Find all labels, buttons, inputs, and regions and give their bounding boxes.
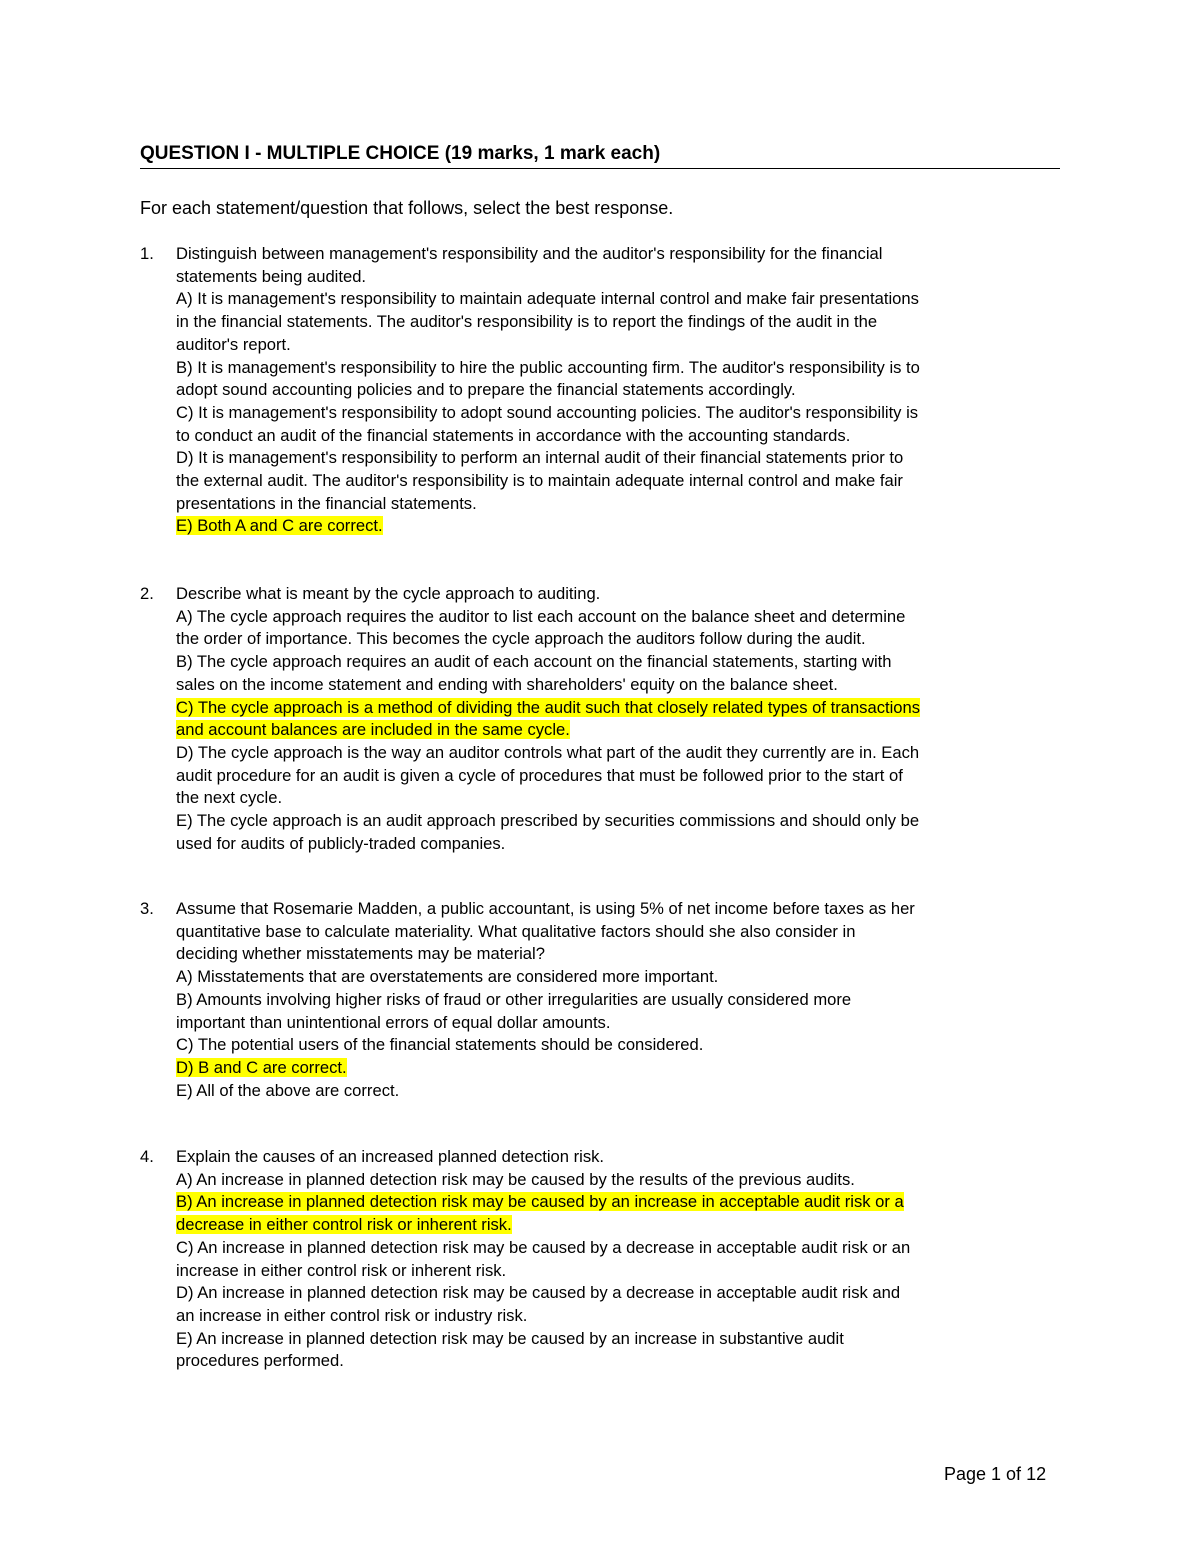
answer-option-line (176, 1080, 1070, 1103)
answer-option-text: C) The potential users of the financial statements should be considered. (176, 1035, 704, 1055)
question-line-text: Assume that Rosemarie Madden, a public accountant, is using 5% of net income before taxes as her (176, 899, 915, 918)
answer-option-text: D) It is management's responsibility to perform an internal audit of their financial statements prior to (176, 448, 904, 468)
answer-option-line (176, 311, 1070, 334)
answer-option-line (176, 1305, 1070, 1328)
question-number: 1. (140, 244, 154, 263)
answer-option-line (176, 606, 1070, 629)
answer-option-line (176, 515, 1070, 538)
answer-option-line (176, 1282, 1070, 1305)
highlighted-answer-text: D) B and C are correct. (176, 1057, 347, 1077)
answer-option-text: the external audit. The auditor's responsibility is to maintain adequate internal control and make fair (176, 471, 903, 491)
highlighted-answer-text: and account balances are included in the same cycle. (176, 720, 570, 740)
answer-option-line (176, 470, 1070, 493)
highlighted-answer-text: decrease in either control risk or inherent risk. (176, 1215, 512, 1235)
answer-option-line (176, 334, 1070, 357)
question-line-text: deciding whether misstatements may be material? (176, 944, 545, 964)
answer-option-text: E) All of the above are correct. (176, 1080, 400, 1100)
question-line (176, 243, 1070, 266)
answer-option-line (176, 425, 1070, 448)
question-number: 3. (140, 899, 154, 918)
answer-option-text: auditor's report. (176, 334, 291, 354)
question-line (176, 266, 1070, 289)
answer-option-line (176, 447, 1070, 470)
question-body (176, 243, 1070, 538)
answer-option-text: D) The cycle approach is the way an auditor controls what part of the audit they currently are in. Each (176, 742, 920, 762)
answer-option-text: E) The cycle approach is an audit approach prescribed by securities commissions and should only be (176, 811, 920, 831)
answer-option-line (176, 1191, 1070, 1214)
answer-option-line (176, 1350, 1070, 1373)
answer-option-text: C) It is management's responsibility to adopt sound accounting policies. The auditor's responsibility is (176, 402, 919, 422)
answer-option-line (176, 719, 1070, 742)
answer-option-text: to conduct an audit of the financial statements in accordance with the accounting standards. (176, 425, 851, 445)
instructions-text: For each statement/question that follows, select the best response. (140, 198, 674, 218)
answer-option-text: A) An increase in planned detection risk may be caused by the results of the previous audits. (176, 1169, 855, 1189)
answer-option-text: D) An increase in planned detection risk may be caused by a decrease in acceptable audit risk and (176, 1283, 901, 1303)
answer-option-line (176, 742, 1070, 765)
answer-option-text: A) It is management's responsibility to maintain adequate internal control and make fair presentations (176, 289, 919, 309)
answer-option-line (176, 697, 1070, 720)
question-line (176, 921, 1070, 944)
answer-option-line (176, 765, 1070, 788)
question-body (176, 583, 1070, 855)
answer-option-line (176, 1260, 1070, 1283)
answer-option-line (176, 1057, 1070, 1080)
question-body (176, 898, 1070, 1102)
question-number: 2. (140, 584, 154, 603)
answer-option-line (176, 1169, 1070, 1192)
question-body (176, 1146, 1070, 1373)
question-line (176, 583, 1070, 606)
question-line (176, 1146, 1070, 1169)
highlighted-answer-text: B) An increase in planned detection risk may be caused by an increase in acceptable audit risk or a (176, 1192, 904, 1212)
answer-option-text: B) It is management's responsibility to hire the public accounting firm. The auditor's responsibility is to (176, 357, 920, 377)
answer-option-line (176, 357, 1070, 380)
question-2 (140, 583, 1070, 855)
highlighted-answer-text: E) Both A and C are correct. (176, 516, 383, 536)
answer-option-line (176, 628, 1070, 651)
answer-option-line (176, 966, 1070, 989)
answer-option-text: adopt sound accounting policies and to prepare the financial statements accordingly. (176, 380, 796, 400)
question-1 (140, 243, 1070, 538)
answer-option-line (176, 989, 1070, 1012)
answer-option-text: B) The cycle approach requires an audit of each account on the financial statements, starting with (176, 652, 892, 672)
answer-option-text: sales on the income statement and ending with shareholders' equity on the balance sheet. (176, 674, 838, 694)
answer-option-line (176, 810, 1070, 833)
highlighted-answer-text: C) The cycle approach is a method of dividing the audit such that closely related types of transactions (176, 697, 921, 717)
answer-option-line (176, 288, 1070, 311)
question-line-text: Explain the causes of an increased planned detection risk. (176, 1147, 605, 1166)
question-4 (140, 1146, 1070, 1373)
answer-option-text: A) The cycle approach requires the auditor to list each account on the balance sheet and determine (176, 606, 906, 626)
answer-option-text: an increase in either control risk or industry risk. (176, 1305, 528, 1325)
answer-option-text: B) Amounts involving higher risks of fraud or other irregularities are usually considered more (176, 989, 852, 1009)
answer-option-line (176, 379, 1070, 402)
question-line-text: Distinguish between management's responsibility and the auditor's responsibility for the financial (176, 244, 883, 263)
answer-option-line (176, 1328, 1070, 1351)
answer-option-line (176, 787, 1070, 810)
answer-option-line (176, 1034, 1070, 1057)
question-line (176, 898, 1070, 921)
answer-option-text: important than unintentional errors of equal dollar amounts. (176, 1012, 611, 1032)
answer-option-text: C) An increase in planned detection risk may be caused by a decrease in acceptable audit risk or an (176, 1237, 911, 1257)
answer-option-text: procedures performed. (176, 1351, 344, 1371)
page-number: Page 1 of 12 (944, 1464, 1047, 1484)
section-heading: QUESTION I - MULTIPLE CHOICE (19 marks, 1 mark each) (140, 142, 1060, 169)
answer-option-text: in the financial statements. The auditor's responsibility is to report the findings of the audit in the (176, 312, 878, 332)
question-line-text: statements being audited. (176, 266, 367, 286)
answer-option-text: presentations in the financial statements. (176, 493, 477, 513)
answer-option-line (176, 1237, 1070, 1260)
answer-option-text: A) Misstatements that are overstatements are considered more important. (176, 967, 719, 987)
question-line (176, 943, 1070, 966)
answer-option-text: the next cycle. (176, 788, 283, 808)
answer-option-line (176, 493, 1070, 516)
answer-option-text: increase in either control risk or inherent risk. (176, 1260, 507, 1280)
question-line-text: Describe what is meant by the cycle approach to auditing. (176, 584, 601, 603)
answer-option-line (176, 1214, 1070, 1237)
question-line-text: quantitative base to calculate materiality. What qualitative factors should she also consider in (176, 921, 856, 941)
answer-option-text: used for audits of publicly-traded companies. (176, 833, 506, 853)
answer-option-line (176, 651, 1070, 674)
question-3 (140, 898, 1070, 1102)
answer-option-line (176, 402, 1070, 425)
answer-option-text: audit procedure for an audit is given a cycle of procedures that must be followed prior to the start of (176, 765, 903, 785)
question-number: 4. (140, 1147, 154, 1166)
answer-option-line (176, 674, 1070, 697)
answer-option-text: E) An increase in planned detection risk may be caused by an increase in substantive audit (176, 1328, 844, 1348)
answer-option-line (176, 833, 1070, 856)
answer-option-text: the order of importance. This becomes the cycle approach the auditors follow during the audit. (176, 629, 866, 649)
answer-option-line (176, 1012, 1070, 1035)
